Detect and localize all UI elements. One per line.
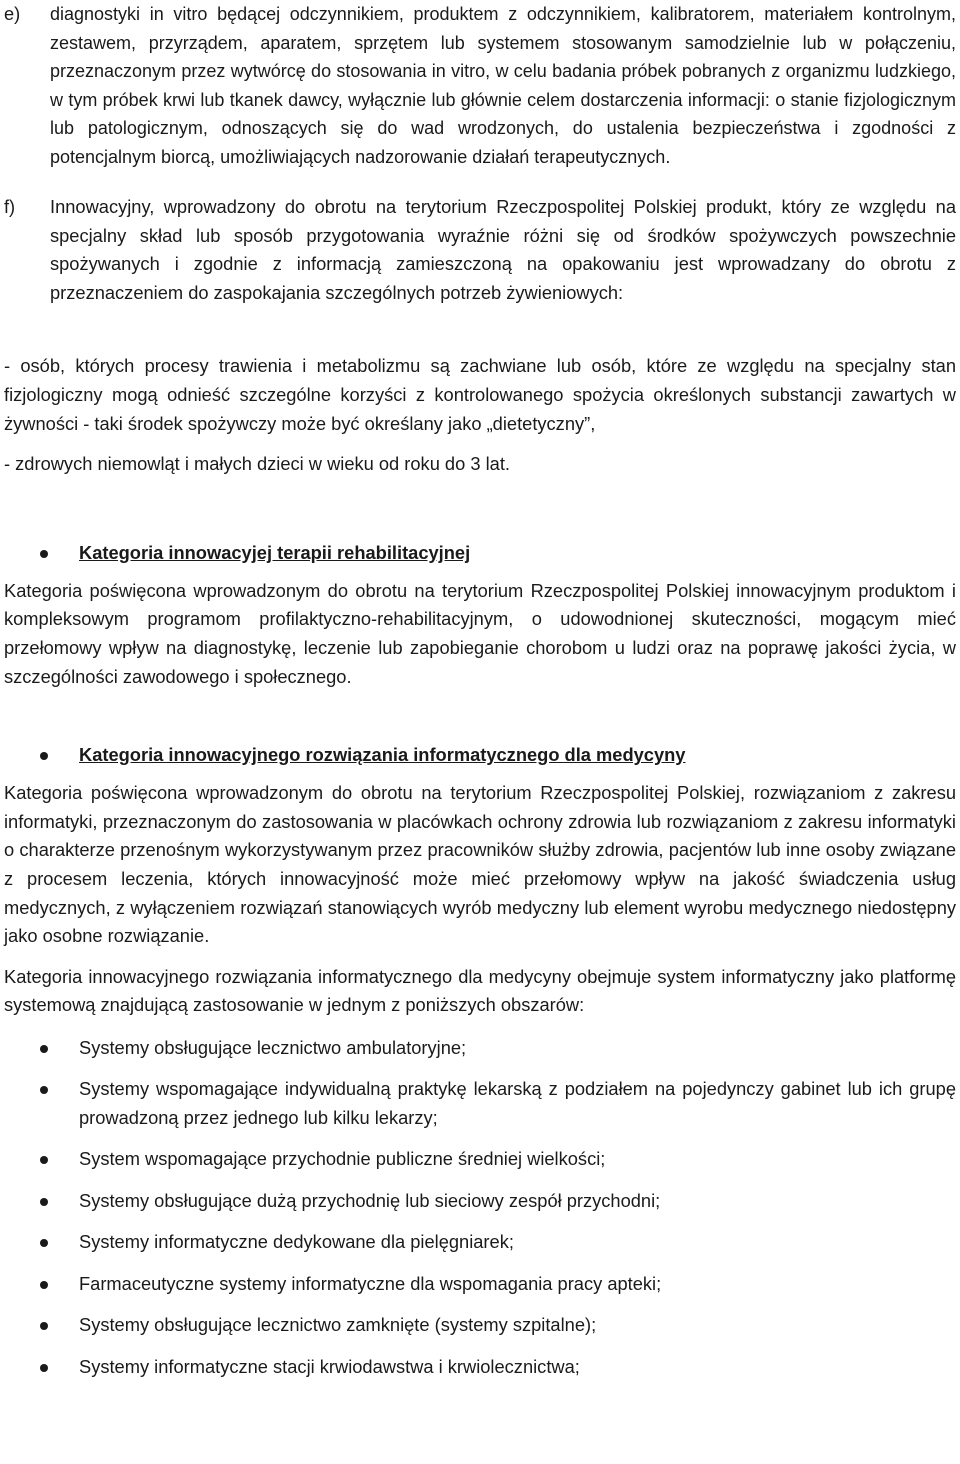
list-item-text: Systemy obsługujące dużą przychodnię lub sieciowy zespół przychodni; bbox=[79, 1189, 661, 1211]
item-marker-e: e) bbox=[4, 4, 21, 24]
list-item-text: Farmaceutyczne systemy informatyczne dla wspomagania pracy apteki; bbox=[79, 1272, 662, 1294]
section-body-rehab: Kategoria poświęcona wprowadzonym do obrotu na terytorium Rzeczpospolitej Polskiej innowacyjnym produktom i kompleksowym programom profilaktyczno-rehabilitacyjnym, o udowodnionej skuteczności, mogącym mieć przełomowy wpływ na diagnostykę, leczenie lub zapobieganie chorobom u ludzi oraz na poprawę jakości życia, w szczególności zawodowego i społecznego. bbox=[4, 579, 956, 687]
list-item bbox=[4, 1075, 956, 1132]
document-page bbox=[4, 0, 956, 1394]
section-heading-it bbox=[4, 741, 956, 769]
list-item bbox=[4, 1353, 956, 1382]
section-heading-rehab bbox=[4, 539, 956, 567]
item-e-text: diagnostyki in vitro będącej odczynnikiem, produktem z odczynnikiem, kalibratorem, materiałem kontrolnym, zestawem, przyrządem, aparatem, sprzętem lub systemem stosowanym samodzielnie lub w połączeniu, przeznaczonym przez wytwórcę do stosowania in vitro, w celu badania próbek pobranych z organizmu ludzkiego, w tym próbek krwi lub tkanek dawcy, wyłącznie lub głównie celem dostarczenia informacji: o stanie fizjologicznym lub patologicznym, odnoszących się do wad wrodzonych, do ustalenia bezpieczeństwa i zgodności z potencjalnym biorcą, umożliwiających nadzorowanie działań terapeutycznych. bbox=[50, 4, 956, 167]
bullet-icon bbox=[40, 1364, 48, 1372]
bullet-icon bbox=[40, 1086, 48, 1094]
list-item-text: System wspomagające przychodnie publiczne średniej wielkości; bbox=[79, 1148, 606, 1170]
dash-item: - zdrowych niemowląt i małych dzieci w wieku od roku do 3 lat. bbox=[4, 453, 510, 475]
list-item-text: Systemy informatyczne stacji krwiodawstwa i krwiolecznictwa; bbox=[79, 1355, 580, 1377]
heading-text: Kategoria innowacyjej terapii rehabilitacyjnej bbox=[79, 541, 471, 563]
item-marker-f: f) bbox=[4, 197, 16, 217]
list-item-text: Systemy obsługujące lecznictwo zamknięte (systemy szpitalne); bbox=[79, 1314, 597, 1336]
bullet-icon bbox=[40, 1281, 48, 1289]
item-f-text: Innowacyjny, wprowadzony do obrotu na terytorium Rzeczpospolitej Polskiej produkt, który ze względu na specjalny skład lub sposób przygotowania wyraźnie różni się od środków spożywczych powszechnie spożywanych i zgodnie z informacją zamieszczoną na opakowaniu jest wprowadzany do obrotu z przeznaczeniem do zaspokajania szczególnych potrzeb żywieniowych: bbox=[50, 196, 956, 303]
section-body-it-2: Kategoria innowacyjnego rozwiązania informatycznego dla medycyny obejmuje system informatyczny jako platformę systemową znajdującą zastosowanie w jednym z poniższych obszarów: bbox=[4, 965, 956, 1016]
list-item-text: Systemy obsługujące lecznictwo ambulatoryjne; bbox=[79, 1036, 467, 1058]
dash-item: - osób, których procesy trawienia i metabolizmu są zachwiane lub osób, które ze względu na specjalny stan fizjologiczny mogą odnieść szczególne korzyści z kontrolowanego spożycia określonych substancji zawartych w żywności - taki środek spożywczy może być określany jako „dietetyczny”, bbox=[4, 355, 956, 434]
bullet-icon bbox=[40, 1156, 48, 1164]
list-item bbox=[4, 1311, 956, 1340]
list-item bbox=[4, 1228, 956, 1257]
list-item-f bbox=[4, 193, 956, 307]
bullet-icon bbox=[40, 1239, 48, 1247]
heading-text: Kategoria innowacyjnego rozwiązania informatycznego dla medycyny bbox=[79, 744, 686, 766]
list-item bbox=[4, 1270, 956, 1299]
list-item-e bbox=[4, 0, 956, 171]
list-item-text: Systemy informatyczne dedykowane dla pielęgniarek; bbox=[79, 1231, 514, 1253]
areas-list bbox=[4, 1034, 956, 1382]
list-item bbox=[4, 1034, 956, 1063]
section-body-it: Kategoria poświęcona wprowadzonym do obrotu na terytorium Rzeczpospolitej Polskiej, rozwiązaniom z zakresu informatyki, przeznaczonym do zastosowania w placówkach ochrony zdrowia lub rozwiązaniom z zakresu informatyki o charakterze przenośnym wykorzystywanym przez pracowników służby zdrowia, pacjentów lub inne osoby związane z procesem leczenia, których innowacyjność może mieć przełomowy wpływ na jakość świadczenia usług medycznych, z wyłączeniem rozwiązań stanowiących wyrób medyczny lub element wyrobu medycznego niedostępny jako osobne rozwiązanie. bbox=[4, 782, 956, 947]
bullet-icon bbox=[40, 1322, 48, 1330]
bullet-icon bbox=[40, 752, 48, 760]
bullet-icon bbox=[40, 1198, 48, 1206]
list-item bbox=[4, 1145, 956, 1174]
list-item bbox=[4, 1187, 956, 1216]
bullet-icon bbox=[40, 1045, 48, 1053]
bullet-icon bbox=[40, 550, 48, 558]
list-item-text: Systemy wspomagające indywidualną praktykę lekarską z podziałem na pojedynczy gabinet lub ich grupę prowadzoną przez jednego lub kilku lekarzy; bbox=[79, 1078, 956, 1128]
dash-list bbox=[4, 352, 956, 478]
